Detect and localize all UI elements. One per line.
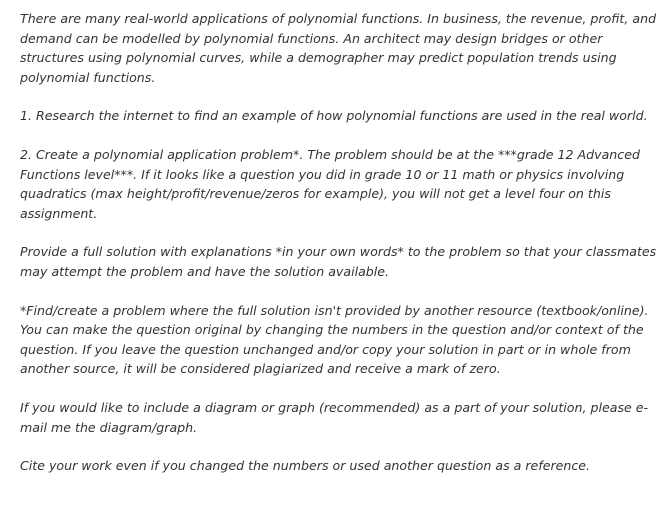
originality-note: *Find/create a problem where the full solution isn't provided by another resource (textbook/online). You can make the question original by changing the numbers in the question and/or context of the question. If you leave the question unchanged and/or copy your solution in part or in whole from another source, it will be considered plagiarized and receive a mark of zero.	[20, 302, 649, 377]
intro-paragraph: There are many real-world applications of polynomial functions. In business, the revenue, profit, and demand can be modelled by polynomial functions. An architect may design bridges or other structures using polynomial curves, while a demographer may predict population trends using polynomial functions.	[20, 11, 657, 85]
step-1-research: 1. Research the internet to find an example of how polynomial functions are used in the real world.	[20, 108, 648, 124]
step-2-create-problem: 2. Create a polynomial application problem*. The problem should be at the ***grade 12 Advanced Functions level***. If it looks like a question you did in grade 10 or 11 math or physics involving quadratics (max height/profit/revenue/zeros for example), you will not get a level four on this assignment.	[20, 146, 640, 221]
assignment-instructions	[20, 9, 660, 476]
citation-note: Cite your work even if you changed the numbers or used another question as a reference.	[20, 458, 591, 474]
solution-requirement: Provide a full solution with explanations *in your own words* to the problem so that your classmates may attempt the problem and have the solution available.	[20, 244, 657, 279]
diagram-note: If you would like to include a diagram or graph (recommended) as a part of your solution, please e-mail me the diagram/graph.	[20, 399, 649, 435]
